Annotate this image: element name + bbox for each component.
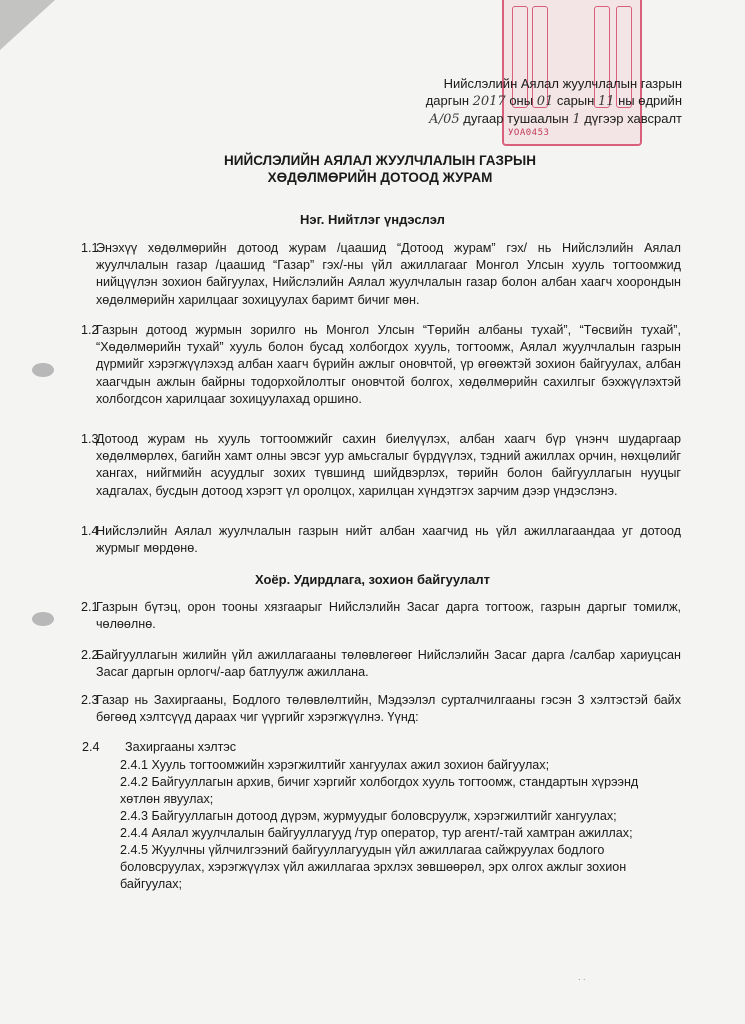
handwritten-appendix-number: 1 bbox=[572, 112, 581, 127]
approval-line-1: Нийслэлийн Аялал жуулчлалын газрын bbox=[443, 76, 682, 91]
stamp-code: УОА0453 bbox=[508, 128, 550, 138]
section-number: 2.4 bbox=[82, 740, 100, 754]
list-item: 2.4.1 Хууль тогтоомжийн хэрэгжилтийг хангуулах ажил зохион байгуулах; bbox=[120, 758, 550, 772]
paragraph-text: Нийслэлийн Аялал жуулчлалын газрын нийт албан хаагчид нь үйл ажиллагаандаа уг дотоод журмыг мөрдөнө. bbox=[96, 524, 681, 556]
paragraph-2-2 bbox=[81, 647, 681, 681]
paragraph-2-1 bbox=[81, 599, 681, 633]
handwritten-month: 01 bbox=[536, 94, 554, 109]
punch-hole bbox=[32, 612, 54, 626]
paragraph-1-2 bbox=[81, 322, 681, 408]
paragraph-2-3 bbox=[81, 692, 681, 726]
punch-hole bbox=[32, 363, 54, 377]
title-line-2: ХӨДӨЛМӨРИЙН ДОТООД ЖУРАМ bbox=[267, 170, 493, 185]
scan-speck: · · bbox=[578, 975, 586, 984]
scan-corner-shadow bbox=[0, 0, 55, 50]
section-2-4-heading bbox=[82, 740, 237, 754]
handwritten-day: 11 bbox=[597, 94, 615, 109]
handwritten-order-number: А/05 bbox=[428, 112, 460, 127]
title-line-1: НИЙСЛЭЛИЙН АЯЛАЛ ЖУУЛЧЛАЛЫН ГАЗРЫН bbox=[224, 153, 536, 168]
section-label: Захиргааны хэлтэс bbox=[125, 740, 237, 754]
paragraph-number: 1.4 bbox=[81, 524, 99, 538]
paragraph-number: 2.1 bbox=[81, 600, 99, 614]
list-item: 2.4.3 Байгууллагын дотоод дүрэм, журмуудыг боловсруулж, хэрэгжилтийг хангуулах; bbox=[120, 809, 617, 823]
list-item: 2.4.2 Байгууллагын архив, бичиг хэргийг холбогдох хууль тогтоомж, стандартын хүрээнд хөтлөн явуулах; bbox=[120, 775, 639, 806]
paragraph-text: Байгууллагын жилийн үйл ажиллагааны төлөвлөгөөг Нийслэлийн Засаг дарга /салбар хариуцсан Засаг даргын орлогч/-аар батлуулж ажиллана. bbox=[96, 648, 681, 680]
paragraph-1-1 bbox=[81, 240, 681, 309]
list-item: 2.4.4 Аялал жуулчлалын байгууллагууд /тур оператор, тур агент/-тай хамтран ажиллах; bbox=[120, 826, 633, 840]
chapter-2-heading: Хоёр. Удирдлага, зохион байгуулалт bbox=[254, 572, 491, 587]
chapter-1-heading: Нэг. Нийтлэг үндэслэл bbox=[300, 212, 445, 227]
paragraph-number: 2.3 bbox=[81, 693, 99, 707]
paragraph-text: Энэхүү хөдөлмөрийн дотоод журам /цаашид “Дотоод журам” гэх/ нь Нийслэлийн Аялал жуулчлалын газар /цаашид “Газар” гэх/-ны үйл ажиллагааг Монгол Улсын хууль тогтоомжид нийцүүлэн зохион байгуулах, Нийслэлийн Аялал жуулчлалын газар болон албан хаагч хоорондын хөдөлмөрийн харилцааг зохицуулах баримт бичиг мөн. bbox=[96, 241, 681, 307]
approval-header bbox=[360, 75, 682, 128]
paragraph-text: Газар нь Захиргааны, Бодлого төлөвлөлтийн, Мэдээлэл сурталчилгааны гэсэн 3 хэлтэстэй байх бөгөөд хэлтсүүд дараах чиг үүргийг хэрэгжүүлнэ. Үүнд: bbox=[96, 693, 681, 725]
paragraph-number: 1.3 bbox=[81, 432, 99, 446]
paragraph-text: Дотоод журам нь хууль тогтоомжийг сахин биелүүлэх, албан хаагч бүр үнэнч шударгаар хөдөлмөрлөх, багийн хамт олны эвсэг уур амьсгалыг бүрдүүлэх, тэдний ажиллах орчин, нөхцөлийг хангах, нийгмийн асуудлыг зохих түвшинд шийдвэрлэх, төрийн болон байгууллагын нууцыг хадгалах, бусдын дотоод хэрэгт үл оролцох, харилцан хүндэтгэх зарчим дээр үндэслэнэ. bbox=[96, 432, 681, 498]
paragraph-text: Газрын дотоод журмын зорилго нь Монгол Улсын “Төрийн албаны тухай”, “Төсвийн тухай”, “Хөдөлмөрийн тухай” хууль болон бусад холбогдох хууль, тогтоомж, Аялал жуулчлалын газрын дүрмийг хэрэгжүүлэхэд албан хаагч бүрийн ажлыг оновчтой, үр өгөөжтэй зохион байгуулах, албан хаагчдын ажлын байрны тодорхойлолтыг оновчтой болгох, хөдөлмөрийн сахилгыг бэхжүүлэхтэй холбогдсон харилцааг зохицуулахад оршино. bbox=[96, 323, 681, 406]
paragraph-1-4 bbox=[81, 523, 681, 557]
document-title bbox=[90, 152, 670, 186]
paragraph-number: 1.2 bbox=[81, 323, 99, 337]
approval-line-2: даргын 2017 оны 01 сарын 11 ны өдрийн bbox=[425, 93, 682, 109]
paragraph-number: 2.2 bbox=[81, 648, 99, 662]
handwritten-year: 2017 bbox=[472, 94, 506, 109]
paragraph-1-3 bbox=[81, 431, 681, 500]
approval-line-3: А/05 дугаар тушаалын 1 дүгээр хавсралт bbox=[428, 111, 682, 127]
paragraph-number: 1.1 bbox=[81, 241, 99, 255]
list-item: 2.4.5 Жуулчны үйлчилгээний байгууллагуудын үйл ажиллагаа сайжруулах бодлого боловсруулах, хэрэгжүүлэх үйл ажиллагаа эрхлэх зөвшөөрөл, эрх олгох ажлыг зохион байгуулах; bbox=[120, 843, 627, 891]
paragraph-text: Газрын бүтэц, орон тооны хязгаарыг Нийслэлийн Засаг дарга тогтоож, газрын даргыг томилж, чөлөөлнө. bbox=[96, 600, 681, 632]
